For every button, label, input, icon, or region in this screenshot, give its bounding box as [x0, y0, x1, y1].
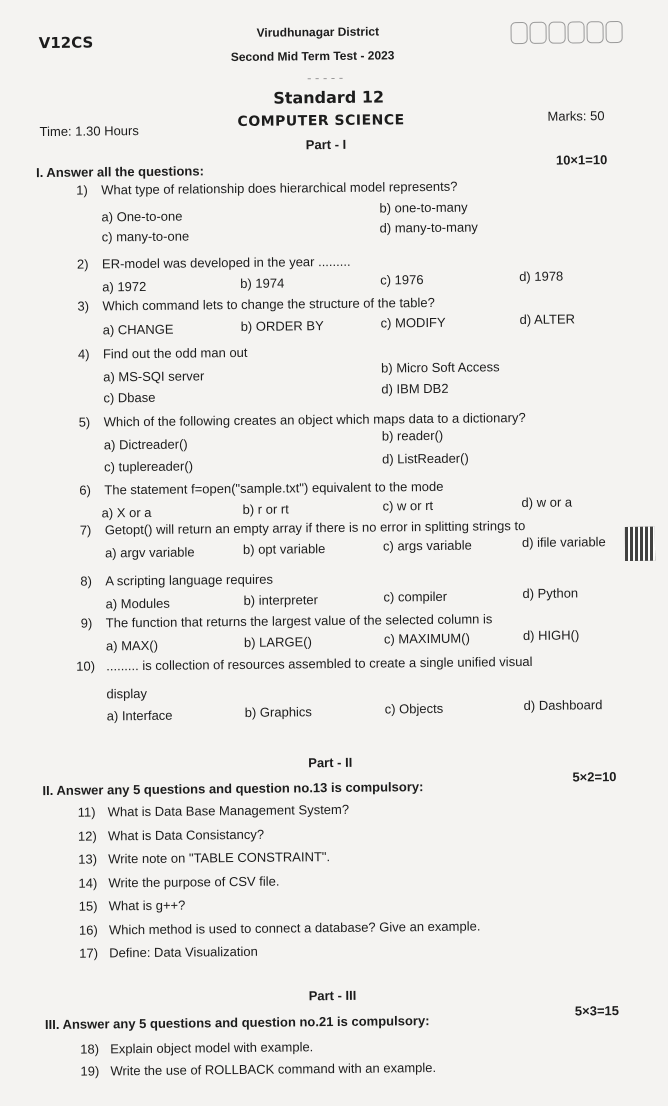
answer-option: a) Modules [105, 595, 170, 612]
answer-option: d) Dashboard [523, 697, 603, 714]
answer-option: a) MAX() [105, 637, 159, 654]
question-number: 2) [76, 256, 89, 272]
question-number: 17) [79, 945, 99, 961]
answer-option: a) Dictreader() [103, 436, 188, 453]
section-score: 10×1=10 [555, 152, 608, 168]
section-instruction: I. Answer all the questions: [35, 163, 204, 181]
max-marks: Marks: 50 [547, 108, 605, 124]
question-text: Find out the odd man out [102, 344, 248, 362]
question-number: 6) [79, 482, 91, 498]
part-title: Part - III [308, 987, 357, 1004]
answer-option: c) tuplereader() [104, 458, 194, 475]
answer-option: c) args variable [382, 537, 472, 554]
answer-option: c) Dbase [103, 389, 156, 406]
answer-option: c) compiler [383, 588, 448, 605]
answer-option: d) Python [522, 585, 579, 602]
answer-option: a) CHANGE [102, 321, 174, 338]
question-number: 14) [78, 874, 98, 891]
question-text: Explain object model with example. [110, 1039, 314, 1057]
question-text: ......... is collection of resources assembled to create a single unified visual [106, 653, 533, 674]
answer-option: d) many-to-many [379, 219, 478, 236]
answer-option: b) LARGE() [243, 634, 312, 650]
answer-option: a) X or a [101, 504, 152, 521]
answer-option: d) 1978 [519, 268, 564, 285]
question-number: 3) [77, 298, 90, 314]
exam-title: Second Mid Term Test - 2023 [230, 48, 395, 65]
question-number: 9) [80, 615, 93, 631]
section-instruction: II. Answer any 5 questions and question no.13 is compulsory: [42, 779, 424, 799]
question-text: Define: Data Visualization [109, 943, 258, 961]
question-text-continued: display [106, 685, 148, 702]
answer-option: c) MAXIMUM() [383, 630, 470, 647]
question-text: ER-model was developed in the year ......... [101, 253, 351, 272]
answer-option: d) IBM DB2 [381, 380, 449, 397]
answer-option: b) 1974 [240, 275, 285, 291]
answer-option: b) r or rt [242, 501, 289, 517]
question-number: 8) [80, 573, 92, 589]
answer-option: b) Micro Soft Access [381, 359, 500, 376]
question-number: 7) [79, 522, 92, 538]
qr-code-icon [625, 527, 655, 561]
question-text: What type of relationship does hierarchical model represents? [101, 178, 458, 198]
question-text: Which method is used to connect a database? Give an example. [108, 917, 481, 937]
answer-option: d) ListReader() [381, 450, 469, 467]
part-title: Part - II [308, 754, 353, 771]
question-number: 5) [78, 414, 91, 430]
answer-option: c) Objects [384, 700, 444, 717]
question-text: Which of the following creates an object which maps data to a dictionary? [103, 409, 526, 430]
answer-option: c) MODIFY [380, 314, 446, 331]
answer-option: d) ALTER [519, 311, 576, 328]
question-number: 10) [76, 658, 96, 674]
question-number: 19) [80, 1063, 100, 1079]
answer-option: b) reader() [381, 427, 444, 444]
question-number: 18) [80, 1041, 100, 1057]
question-text: A scripting language requires [105, 571, 274, 589]
register-number-boxes [510, 21, 622, 44]
answer-option: c) many-to-one [101, 228, 190, 245]
subject: COMPUTER SCIENCE [237, 112, 405, 130]
answer-option: a) 1972 [102, 278, 147, 295]
question-number: 1) [76, 182, 88, 198]
question-text: What is Data Base Management System? [107, 801, 350, 820]
answer-option: c) 1976 [380, 272, 424, 288]
answer-option: b) Graphics [244, 704, 312, 720]
question-text: What is Data Consistancy? [107, 826, 265, 843]
answer-option: c) w or rt [382, 497, 434, 514]
question-number: 11) [77, 804, 96, 820]
question-number: 4) [77, 346, 90, 362]
district-name: Virudhunagar District [256, 24, 380, 40]
answer-option: b) one-to-many [379, 199, 468, 216]
question-text: Write note on "TABLE CONSTRAINT". [108, 849, 331, 867]
question-number: 12) [77, 828, 97, 844]
answer-option: a) argv variable [104, 544, 195, 561]
answer-option: a) One-to-one [101, 208, 183, 225]
question-text: What is g++? [108, 897, 186, 914]
answer-option: d) ifile variable [521, 534, 606, 551]
section-score: 5×3=15 [574, 1003, 620, 1019]
answer-option: a) Interface [106, 707, 173, 724]
question-text: The function that returns the largest value of the selected column is [105, 611, 493, 631]
answer-option: d) HIGH() [522, 627, 580, 644]
question-text: The statement f=open("sample.txt") equivalent to the mode [104, 478, 444, 498]
question-text: Which command lets to change the structure of the table? [102, 294, 435, 314]
time-allowed: Time: 1.30 Hours [39, 123, 139, 140]
answer-option: a) MS-SQI server [103, 368, 205, 385]
part-title: Part - I [305, 136, 347, 153]
question-text: Getopt() will return an empty array if there is no error in splitting strings to [104, 517, 526, 538]
section-score: 5×2=10 [572, 769, 617, 785]
question-number: 13) [78, 851, 98, 867]
divider: - - - - - [306, 69, 344, 86]
answer-option: d) w or a [521, 494, 573, 511]
answer-option: b) ORDER BY [240, 318, 324, 334]
standard: Standard 12 [273, 87, 385, 108]
question-number: 16) [78, 921, 98, 938]
answer-option: b) opt variable [242, 541, 326, 557]
answer-option: b) interpreter [243, 592, 319, 608]
section-instruction: III. Answer any 5 questions and question no.21 is compulsory: [44, 1013, 430, 1033]
question-text: Write the use of ROLLBACK command with an example. [110, 1059, 437, 1079]
exam-code: V12CS [38, 33, 94, 53]
question-text: Write the purpose of CSV file. [108, 873, 280, 890]
question-number: 15) [78, 898, 98, 914]
